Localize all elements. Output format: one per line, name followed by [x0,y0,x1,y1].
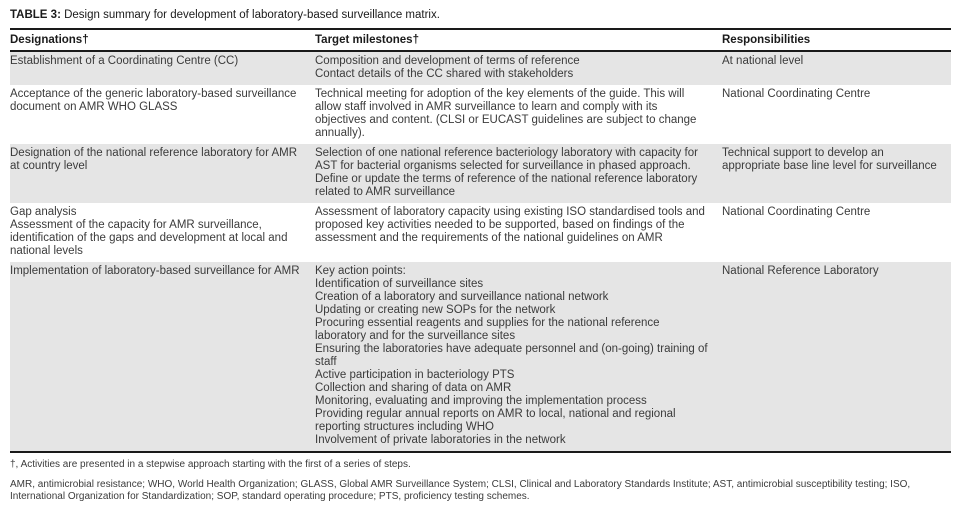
responsibility-cell [722,144,951,203]
designation-cell [10,262,315,452]
cell-paragraph: Contact details of the CC shared with stakeholders [315,68,574,80]
table-caption-text: Design summary for development of laboratory-based surveillance matrix. [64,9,440,21]
table-row [10,262,951,452]
table-row [10,144,951,203]
cell-paragraph: Providing regular annual reports on AMR to local, national and regional reporting structures including WHO [315,408,676,433]
cell-paragraph: Ensuring the laboratories have adequate personnel and (on-going) training of staff [315,343,708,368]
designation-cell [10,203,315,262]
designation-cell [10,85,315,144]
responsibility-cell [722,262,951,452]
cell-paragraph: Selection of one national reference bacteriology laboratory with capacity for AST for bacterial organisms selected for surveillance in phased approach. [315,147,698,172]
cell-paragraph: Designation of the national reference laboratory for AMR at country level [10,147,298,172]
footnote-abbreviations: AMR, antimicrobial resistance; WHO, World Health Organization; GLASS, Global AMR Surveillance System; CLSI, Clinical and Laboratory Standards Institute; AST, antimicrobial susceptibility testing; ISO, International Organization for Standardization; SOP, standard operating procedure; PTS, proficiency testing schemes. [10,478,911,502]
table-header-row [10,29,951,51]
table-row [10,85,951,144]
column-header-designations: Designations† [10,29,315,51]
milestones-cell [315,203,722,262]
cell-paragraph: At national level [722,55,804,67]
column-header-target-milestones: Target milestones† [315,29,722,51]
table-label: TABLE 3: [10,9,61,21]
cell-paragraph: Key action points: [315,265,406,277]
table-header [10,29,951,51]
table-row [10,51,951,85]
cell-paragraph: Define or update the terms of reference of the national reference laboratory related to AMR surveillance [315,173,698,198]
milestones-cell [315,85,722,144]
cell-paragraph: Collection and sharing of data on AMR [315,382,512,394]
cell-paragraph: National Reference Laboratory [722,265,879,277]
cell-paragraph: Acceptance of the generic laboratory-based surveillance document on AMR WHO GLASS [10,88,297,113]
cell-paragraph: Technical meeting for adoption of the key elements of the guide. This will allow staff involved in AMR surveillance to learn and comply with its objectives and content. (CLSI or EUCAST guidelines are subject to change annually). [315,88,697,139]
cell-paragraph: Implementation of laboratory-based surveillance for AMR [10,265,300,277]
cell-paragraph: Involvement of private laboratories in the network [315,434,566,446]
cell-paragraph: Establishment of a Coordinating Centre (CC) [10,55,239,67]
milestones-cell [315,51,722,85]
cell-paragraph: Assessment of laboratory capacity using existing ISO standardised tools and proposed key activities needed to be supported, based on findings of the assessment and the requirements of the national guidelines on AMR [315,206,705,244]
cell-paragraph: Creation of a laboratory and surveillance national network [315,291,609,303]
cell-paragraph: Updating or creating new SOPs for the network [315,304,556,316]
cell-paragraph: Gap analysis [10,206,77,218]
column-header-responsibilities: Responsibilities [722,29,951,51]
responsibility-cell [722,51,951,85]
responsibility-cell [722,203,951,262]
cell-paragraph: National Coordinating Centre [722,206,871,218]
milestones-cell [315,144,722,203]
cell-paragraph: Composition and development of terms of reference [315,55,580,67]
design-summary-table [10,28,951,453]
milestones-cell [315,262,722,452]
table-row [10,203,951,262]
cell-paragraph: Assessment of the capacity for AMR surveillance, identification of the gaps and development at local and national levels [10,219,288,257]
cell-paragraph: Identification of surveillance sites [315,278,484,290]
footnote-dagger: †, Activities are presented in a stepwise approach starting with the first of a series of steps. [10,459,411,470]
cell-paragraph: Active participation in bacteriology PTS [315,369,515,381]
designation-cell [10,144,315,203]
responsibility-cell [722,85,951,144]
cell-paragraph: Procuring essential reagents and supplies for the national reference laboratory and for the surveillance sites [315,317,660,342]
table-body [10,51,951,452]
table-caption [10,8,951,28]
cell-paragraph: Technical support to develop an appropriate base line level for surveillance [722,147,937,172]
table-footnotes [10,453,951,504]
cell-paragraph: Monitoring, evaluating and improving the implementation process [315,395,647,407]
designation-cell [10,51,315,85]
cell-paragraph: National Coordinating Centre [722,88,871,100]
